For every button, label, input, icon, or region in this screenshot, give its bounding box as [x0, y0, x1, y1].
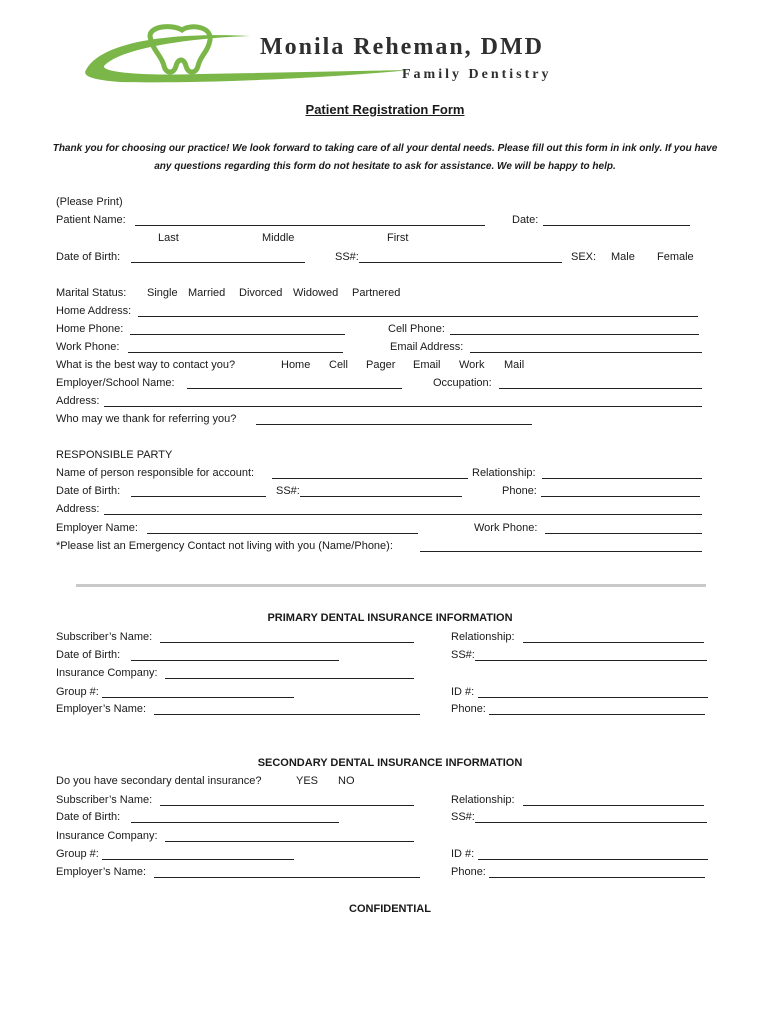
responsible-dob-field[interactable]	[131, 496, 266, 497]
primary-company-field[interactable]	[165, 678, 414, 679]
marital-option-widowed[interactable]: Widowed	[293, 287, 339, 299]
secondary-id-field[interactable]	[478, 859, 708, 860]
primary-relationship-field[interactable]	[523, 642, 704, 643]
form-title: Patient Registration Form	[305, 102, 465, 117]
responsible-dob-label: Date of Birth:	[56, 485, 121, 497]
secondary-dob-field[interactable]	[131, 822, 339, 823]
responsible-party-heading: RESPONSIBLE PARTY	[56, 449, 173, 461]
please-print-note: (Please Print)	[56, 196, 123, 208]
contact-option-pager[interactable]: Pager	[366, 359, 396, 371]
email-address-label: Email Address:	[390, 341, 464, 353]
responsible-address-field[interactable]	[104, 514, 702, 515]
responsible-work-phone-label: Work Phone:	[474, 522, 538, 534]
practice-logo	[80, 22, 700, 84]
secondary-subscriber-field[interactable]	[160, 805, 414, 806]
primary-phone-field[interactable]	[489, 714, 705, 715]
practice-tagline: Family Dentistry	[402, 67, 552, 82]
sex-option-male[interactable]: Male	[611, 251, 635, 263]
responsible-employer-label: Employer Name:	[56, 522, 138, 534]
marital-option-divorced[interactable]: Divorced	[239, 287, 283, 299]
responsible-address-label: Address:	[56, 503, 100, 515]
address-field[interactable]	[104, 406, 702, 407]
primary-subscriber-label: Subscriber’s Name:	[56, 631, 153, 643]
primary-employer-label: Employer’s Name:	[56, 703, 147, 715]
dob-field[interactable]	[131, 262, 305, 263]
intro-line-1: Thank you for choosing our practice! We look forward to taking care of all your dental needs. Please fill out this form in ink only. If you have	[52, 143, 718, 154]
secondary-company-label: Insurance Company:	[56, 830, 158, 842]
home-phone-field[interactable]	[130, 334, 345, 335]
secondary-relationship-label: Relationship:	[451, 794, 515, 806]
patient-name-field[interactable]	[135, 225, 485, 226]
last-name-caption: Last	[158, 232, 179, 244]
primary-group-field[interactable]	[102, 697, 294, 698]
secondary-ss-field[interactable]	[475, 822, 707, 823]
primary-id-field[interactable]	[478, 697, 708, 698]
primary-relationship-label: Relationship:	[451, 631, 515, 643]
secondary-subscriber-label: Subscriber’s Name:	[56, 794, 153, 806]
occupation-field[interactable]	[499, 388, 702, 389]
secondary-employer-label: Employer’s Name:	[56, 866, 147, 878]
date-label: Date:	[512, 214, 539, 226]
responsible-employer-field[interactable]	[147, 533, 418, 534]
primary-dob-field[interactable]	[131, 660, 339, 661]
email-address-field[interactable]	[470, 352, 702, 353]
secondary-id-label: ID #:	[451, 848, 475, 860]
marital-option-married[interactable]: Married	[188, 287, 226, 299]
contact-option-home[interactable]: Home	[281, 359, 311, 371]
secondary-option-yes[interactable]: YES	[296, 775, 319, 787]
date-field[interactable]	[543, 225, 690, 226]
secondary-insurance-heading: SECONDARY DENTAL INSURANCE INFORMATION	[257, 757, 523, 769]
practice-name: Monila Reheman, DMD	[260, 34, 544, 60]
primary-employer-field[interactable]	[154, 714, 420, 715]
employer-school-field[interactable]	[187, 388, 402, 389]
referral-field[interactable]	[256, 424, 532, 425]
contact-option-work[interactable]: Work	[459, 359, 485, 371]
responsible-phone-field[interactable]	[541, 496, 700, 497]
secondary-phone-label: Phone:	[451, 866, 486, 878]
primary-dob-label: Date of Birth:	[56, 649, 121, 661]
confidential-footer: CONFIDENTIAL	[349, 903, 431, 915]
secondary-ss-label: SS#:	[451, 811, 475, 823]
ss-field[interactable]	[359, 262, 562, 263]
responsible-relationship-field[interactable]	[542, 478, 702, 479]
secondary-group-label: Group #:	[56, 848, 99, 860]
referral-label: Who may we thank for referring you?	[56, 413, 237, 425]
employer-school-label: Employer/School Name:	[56, 377, 175, 389]
cell-phone-label: Cell Phone:	[388, 323, 445, 335]
primary-phone-label: Phone:	[451, 703, 486, 715]
responsible-work-phone-field[interactable]	[545, 533, 702, 534]
primary-id-label: ID #:	[451, 686, 475, 698]
address-label: Address:	[56, 395, 100, 407]
responsible-name-label: Name of person responsible for account:	[56, 467, 255, 479]
primary-subscriber-field[interactable]	[160, 642, 414, 643]
marital-option-single[interactable]: Single	[147, 287, 178, 299]
cell-phone-field[interactable]	[450, 334, 699, 335]
first-name-caption: First	[387, 232, 409, 244]
responsible-phone-label: Phone:	[502, 485, 537, 497]
tooth-icon	[150, 27, 210, 72]
intro-line-2: any questions regarding this form do not hesitate to ask for assistance. We will be happy to help.	[154, 161, 616, 172]
primary-company-label: Insurance Company:	[56, 667, 158, 679]
contact-option-mail[interactable]: Mail	[504, 359, 525, 371]
responsible-relationship-label: Relationship:	[472, 467, 536, 479]
section-divider	[76, 584, 706, 587]
home-phone-label: Home Phone:	[56, 323, 124, 335]
sex-label: SEX:	[571, 251, 597, 263]
secondary-question-label: Do you have secondary dental insurance?	[56, 775, 262, 787]
patient-name-label: Patient Name:	[56, 214, 126, 226]
secondary-relationship-field[interactable]	[523, 805, 704, 806]
occupation-label: Occupation:	[433, 377, 492, 389]
home-address-field[interactable]	[138, 316, 698, 317]
primary-group-label: Group #:	[56, 686, 99, 698]
secondary-option-no[interactable]: NO	[338, 775, 355, 787]
emergency-contact-label: *Please list an Emergency Contact not living with you (Name/Phone):	[56, 540, 393, 552]
contact-method-label: What is the best way to contact you?	[56, 359, 236, 371]
marital-status-label: Marital Status:	[56, 287, 127, 299]
marital-option-partnered[interactable]: Partnered	[352, 287, 401, 299]
secondary-company-field[interactable]	[165, 841, 414, 842]
contact-option-cell[interactable]: Cell	[329, 359, 348, 371]
middle-name-caption: Middle	[262, 232, 295, 244]
ss-label: SS#:	[335, 251, 359, 263]
work-phone-field[interactable]	[128, 352, 343, 353]
contact-option-email[interactable]: Email	[413, 359, 441, 371]
primary-insurance-heading: PRIMARY DENTAL INSURANCE INFORMATION	[267, 612, 513, 624]
dob-label: Date of Birth:	[56, 251, 121, 263]
primary-ss-label: SS#:	[451, 649, 475, 661]
work-phone-label: Work Phone:	[56, 341, 120, 353]
responsible-ss-label: SS#:	[276, 485, 300, 497]
home-address-label: Home Address:	[56, 305, 132, 317]
emergency-contact-field[interactable]	[420, 551, 702, 552]
secondary-dob-label: Date of Birth:	[56, 811, 121, 823]
responsible-ss-field[interactable]	[300, 496, 462, 497]
primary-ss-field[interactable]	[475, 660, 707, 661]
secondary-employer-field[interactable]	[154, 877, 420, 878]
sex-option-female[interactable]: Female	[657, 251, 694, 263]
secondary-group-field[interactable]	[102, 859, 294, 860]
responsible-name-field[interactable]	[272, 478, 468, 479]
secondary-phone-field[interactable]	[489, 877, 705, 878]
